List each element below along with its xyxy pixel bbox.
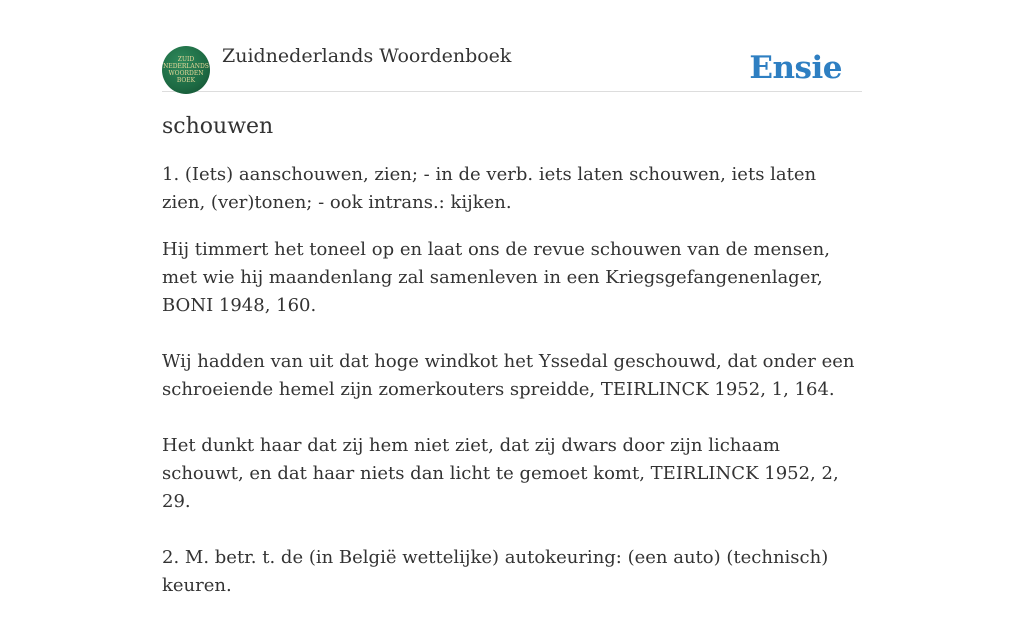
logo-line: WOORDEN: [168, 70, 204, 77]
entry-term: schouwen: [162, 114, 274, 139]
logo-line: NEDERLANDS: [163, 63, 209, 70]
definition-1: 1. (Iets) aanschouwen, zien; - in de verb. iets laten schouwen, iets laten zien, (ver)tonen; - ook intrans.: kijken.: [162, 164, 817, 213]
definition-2: 2. M. betr. t. de (in België wettelijke) autokeuring: (een auto) (technisch) keuren.: [162, 547, 829, 596]
entry-content: [162, 114, 862, 619]
ensie-brand-link[interactable]: Ensie: [749, 50, 842, 86]
quote-3: Het dunkt haar dat zij hem niet ziet, dat zij dwars door zijn lichaam schouwt, en dat haar niets dan licht te gemoet komt, TEIRLINCK 1952, 2, 29.: [162, 435, 839, 512]
logo-line: ZUID: [177, 56, 195, 63]
quote-2: Wij hadden van uit dat hoge windkot het Yssedal geschouwd, dat onder een schroeiende hemel zijn zomerkouters spreidde, TEIRLINCK 1952, 1, 164.: [162, 351, 855, 400]
site-header: [162, 43, 862, 92]
logo-icon[interactable]: [162, 46, 210, 94]
quote-1: Hij timmert het toneel op en laat ons de revue schouwen van de mensen, met wie hij maandenlang zal samenleven in een Kriegsgefangenenlager, BONI 1948, 160.: [162, 239, 830, 316]
site-title-link[interactable]: Zuidnederlands Woordenboek: [222, 45, 512, 67]
logo-line: BOEK: [176, 77, 196, 84]
